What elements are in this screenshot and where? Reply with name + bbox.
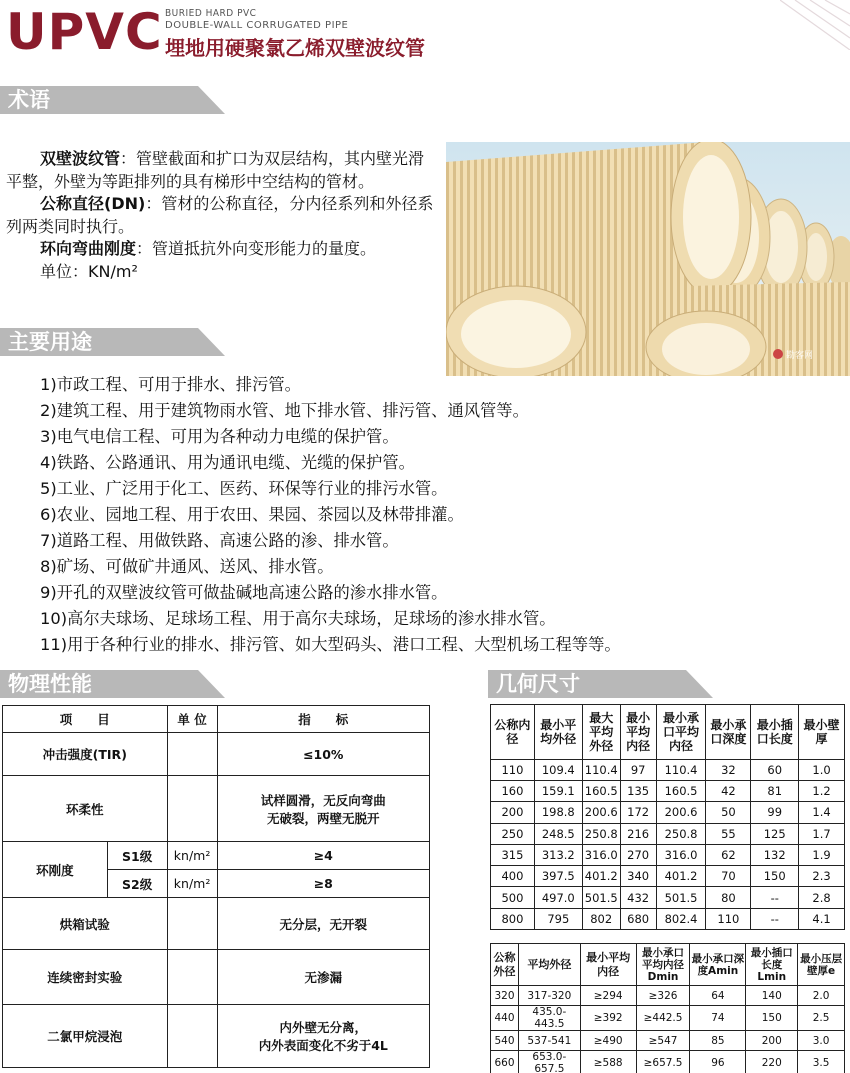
term-nominal-diameter-desc: ：管材的公称直径，分内径系列和外径系列两类同时执行。: [6, 194, 434, 236]
table-row: [491, 844, 845, 865]
section-title-uses: 主要用途: [8, 330, 92, 354]
table-cell: 1.9: [799, 844, 845, 865]
table-cell: 冲击强度(TIR): [3, 733, 168, 776]
table-header: 最小压层壁厚e: [798, 944, 845, 986]
table-header: 最小承口深度Amin: [690, 944, 746, 986]
table-cell: kn/m²: [167, 870, 217, 898]
table-row: [491, 887, 845, 908]
table-cell: 397.5: [534, 866, 582, 887]
table-cell: 400: [491, 866, 535, 887]
table-cell: 80: [706, 887, 751, 908]
list-item: 6)农业、园地工程、用于农田、果园、茶园以及林带排灌。: [40, 505, 464, 524]
list-item: 8)矿场、可做矿井通风、送风、排水管。: [40, 557, 334, 576]
photo-watermark: 勘客网: [786, 351, 814, 361]
table-cell: 501.5: [656, 887, 706, 908]
table-cell: 440: [491, 1006, 519, 1031]
list-item: 7)道路工程、用做铁路、高速公路的渗、排水管。: [40, 531, 399, 550]
table-cell: 99: [751, 802, 799, 823]
table-cell: 315: [491, 844, 535, 865]
table-cell: 1.0: [799, 759, 845, 780]
table-cell: 110: [491, 759, 535, 780]
table-cell: 200: [491, 802, 535, 823]
table-cell: 81: [751, 781, 799, 802]
table-cell: 环柔性: [3, 776, 168, 842]
term-unit: 单位：KN/m²: [40, 261, 138, 281]
brand-logo: UPVC: [6, 3, 163, 61]
table-cell: ≥490: [580, 1031, 636, 1051]
table-cell: 248.5: [534, 823, 582, 844]
term-nominal-diameter: 公称直径(DN): [40, 194, 146, 213]
table-cell: 3.5: [798, 1051, 845, 1073]
table-cell: kn/m²: [167, 842, 217, 870]
table-cell: ≥392: [580, 1006, 636, 1031]
table-row: [491, 781, 845, 802]
table-cell: ≥442.5: [636, 1006, 690, 1031]
table-cell: 800: [491, 908, 535, 929]
cell-line: 无破裂，两壁无脱开: [267, 810, 380, 826]
table-row: [491, 1006, 845, 1031]
table-cell: ≤10%: [217, 733, 429, 776]
term-ring-stiffness-desc: ：管道抵抗外向变形能力的量度。: [136, 239, 377, 258]
table-cell: 660: [491, 1051, 519, 1073]
table-cell: 140: [746, 986, 798, 1006]
section-title-physical: 物理性能: [8, 672, 92, 696]
table-cell: ≥326: [636, 986, 690, 1006]
list-item: 10)高尔夫球场、足球场工程、用于高尔夫球场，足球场的渗水排水管。: [40, 609, 556, 628]
english-subtitle-2: DOUBLE-WALL CORRUGATED PIPE: [165, 20, 349, 31]
table-cell: 132: [751, 844, 799, 865]
corner-decoration: [780, 0, 850, 50]
table-cell: 1.7: [799, 823, 845, 844]
table-header: 公称外径: [491, 944, 519, 986]
table-cell: 172: [620, 802, 656, 823]
cell-line: 内外壁无分离，: [279, 1020, 368, 1035]
table-cell: 220: [746, 1051, 798, 1073]
table-cell: [167, 1005, 217, 1068]
table-cell: 85: [690, 1031, 746, 1051]
table-cell: 501.5: [582, 887, 620, 908]
table-cell: 42: [706, 781, 751, 802]
table-cell: 2.3: [799, 866, 845, 887]
list-item: 3)电气电信工程、可用为各种动力电缆的保护管。: [40, 427, 399, 446]
table-row: [491, 759, 845, 780]
table-cell: 烘箱试验: [3, 898, 168, 950]
table-header: 最小壁厚: [799, 705, 845, 760]
table-cell: 802: [582, 908, 620, 929]
table-cell: 62: [706, 844, 751, 865]
table-cell: 270: [620, 844, 656, 865]
table-cell: ≥547: [636, 1031, 690, 1051]
table-row: [491, 1031, 845, 1051]
table-cell: ≥8: [217, 870, 429, 898]
table-cell: 313.2: [534, 844, 582, 865]
table-cell: 110.4: [582, 759, 620, 780]
table-cell: 200.6: [582, 802, 620, 823]
terms-block: [6, 148, 438, 283]
list-item: 5)工业、广泛用于化工、医药、环保等行业的排污水管。: [40, 479, 448, 498]
table-cell: 60: [751, 759, 799, 780]
geometry-table-outer-diameter: [490, 943, 845, 1073]
table-cell: 160: [491, 781, 535, 802]
table-cell: 198.8: [534, 802, 582, 823]
table-row: [491, 823, 845, 844]
list-item: 9)开孔的双壁波纹管可做盐碱地高速公路的渗水排水管。: [40, 583, 448, 602]
table-cell: 401.2: [656, 866, 706, 887]
table-cell: [217, 776, 429, 842]
table-cell: --: [751, 908, 799, 929]
table-cell: 109.4: [534, 759, 582, 780]
table-cell: [217, 1005, 429, 1068]
table-cell: 二氯甲烷浸泡: [3, 1005, 168, 1068]
table-row: [491, 802, 845, 823]
table-cell: 432: [620, 887, 656, 908]
table-cell: [167, 898, 217, 950]
table-header: 最小承口平均内径Dmin: [636, 944, 690, 986]
table-cell: [167, 733, 217, 776]
table-cell: 110: [706, 908, 751, 929]
table-cell: 连续密封实验: [3, 950, 168, 1005]
table-cell: 250.8: [656, 823, 706, 844]
section-bar-terms: [0, 86, 225, 114]
table-cell: 2.5: [798, 1006, 845, 1031]
table-cell: 96: [690, 1051, 746, 1073]
table-header: 项 目: [3, 706, 168, 733]
physical-properties-table: [2, 705, 430, 1068]
table-cell: 340: [620, 866, 656, 887]
table-cell: 653.0-657.5: [518, 1051, 580, 1073]
table-cell: 70: [706, 866, 751, 887]
table-cell: 110.4: [656, 759, 706, 780]
table-cell: 2.8: [799, 887, 845, 908]
section-title-terms: 术语: [8, 88, 50, 112]
table-cell: 200.6: [656, 802, 706, 823]
section-bar-uses: [0, 328, 225, 356]
table-cell: 317-320: [518, 986, 580, 1006]
table-cell: 159.1: [534, 781, 582, 802]
table-header: 最小平均内径: [580, 944, 636, 986]
table-cell: [167, 950, 217, 1005]
table-header: 公称内径: [491, 705, 535, 760]
table-cell: 64: [690, 986, 746, 1006]
table-cell: 1.2: [799, 781, 845, 802]
table-header: 最小插口长度: [751, 705, 799, 760]
table-cell: ≥4: [217, 842, 429, 870]
table-cell: 500: [491, 887, 535, 908]
table-header: 平均外径: [518, 944, 580, 986]
cell-line: 内外表面变化不劣于4L: [258, 1038, 388, 1053]
table-cell: 537-541: [518, 1031, 580, 1051]
table-header: 最小平均内径: [620, 705, 656, 760]
table-row: [491, 986, 845, 1006]
table-cell: 环刚度: [3, 842, 108, 898]
table-cell: 250: [491, 823, 535, 844]
list-item: 4)铁路、公路通讯、用为通讯电缆、光缆的保护管。: [40, 453, 415, 472]
table-header: 指 标: [217, 706, 429, 733]
table-cell: 3.0: [798, 1031, 845, 1051]
table-cell: 150: [751, 866, 799, 887]
table-cell: 401.2: [582, 866, 620, 887]
table-header: 最小承口平均内径: [656, 705, 706, 760]
table-cell: ≥294: [580, 986, 636, 1006]
table-cell: 2.0: [798, 986, 845, 1006]
list-item: 2)建筑工程、用于建筑物雨水管、地下排水管、排污管、通风管等。: [40, 401, 529, 420]
table-header: 单 位: [167, 706, 217, 733]
table-header: 最小插口长度Lmin: [746, 944, 798, 986]
table-cell: 135: [620, 781, 656, 802]
table-header: 最大平均外径: [582, 705, 620, 760]
pipes-photo: [446, 142, 850, 376]
table-cell: S2级: [107, 870, 167, 898]
table-cell: 74: [690, 1006, 746, 1031]
table-cell: 50: [706, 802, 751, 823]
table-cell: 1.4: [799, 802, 845, 823]
geometry-table-inner-diameter: [490, 704, 845, 930]
table-cell: 435.0-443.5: [518, 1006, 580, 1031]
table-cell: 无渗漏: [217, 950, 429, 1005]
section-bar-physical: [0, 670, 225, 698]
table-cell: 320: [491, 986, 519, 1006]
cell-line: 试样圆滑，无反向弯曲: [260, 792, 386, 808]
table-cell: 497.0: [534, 887, 582, 908]
table-cell: [167, 776, 217, 842]
page-title: 埋地用硬聚氯乙烯双壁波纹管: [165, 36, 425, 60]
term-double-wall-desc: ：管壁截面和扩口为双层结构，其内壁光滑平整，外壁为等距排列的具有梯形中空结构的管材。: [6, 149, 425, 191]
table-row: [491, 1051, 845, 1073]
list-item: 11)用于各种行业的排水、排污管、如大型码头、港口工程、大型机场工程等等。: [40, 635, 621, 654]
table-cell: --: [751, 887, 799, 908]
table-cell: 216: [620, 823, 656, 844]
table-cell: ≥657.5: [636, 1051, 690, 1073]
table-cell: 125: [751, 823, 799, 844]
section-bar-geometry: [488, 670, 713, 698]
table-cell: 150: [746, 1006, 798, 1031]
table-cell: 无分层，无开裂: [217, 898, 429, 950]
section-title-geometry: 几何尺寸: [496, 672, 580, 696]
table-cell: S1级: [107, 842, 167, 870]
uses-list: [40, 372, 621, 658]
table-cell: 160.5: [582, 781, 620, 802]
table-row: [491, 908, 845, 929]
table-cell: 802.4: [656, 908, 706, 929]
table-cell: 4.1: [799, 908, 845, 929]
table-cell: 250.8: [582, 823, 620, 844]
table-cell: 160.5: [656, 781, 706, 802]
table-cell: 680: [620, 908, 656, 929]
table-cell: 200: [746, 1031, 798, 1051]
table-cell: 795: [534, 908, 582, 929]
english-subtitle-1: BURIED HARD PVC: [165, 8, 257, 19]
table-cell: 540: [491, 1031, 519, 1051]
table-row: [491, 866, 845, 887]
table-cell: 32: [706, 759, 751, 780]
list-item: 1)市政工程、可用于排水、排污管。: [40, 375, 301, 394]
table-cell: 316.0: [582, 844, 620, 865]
table-cell: 55: [706, 823, 751, 844]
table-header: 最小承口深度: [706, 705, 751, 760]
table-header: 最小平均外径: [534, 705, 582, 760]
term-double-wall: 双壁波纹管: [40, 149, 121, 168]
term-ring-stiffness: 环向弯曲刚度: [40, 239, 137, 258]
table-cell: ≥588: [580, 1051, 636, 1073]
table-cell: 97: [620, 759, 656, 780]
table-cell: 316.0: [656, 844, 706, 865]
